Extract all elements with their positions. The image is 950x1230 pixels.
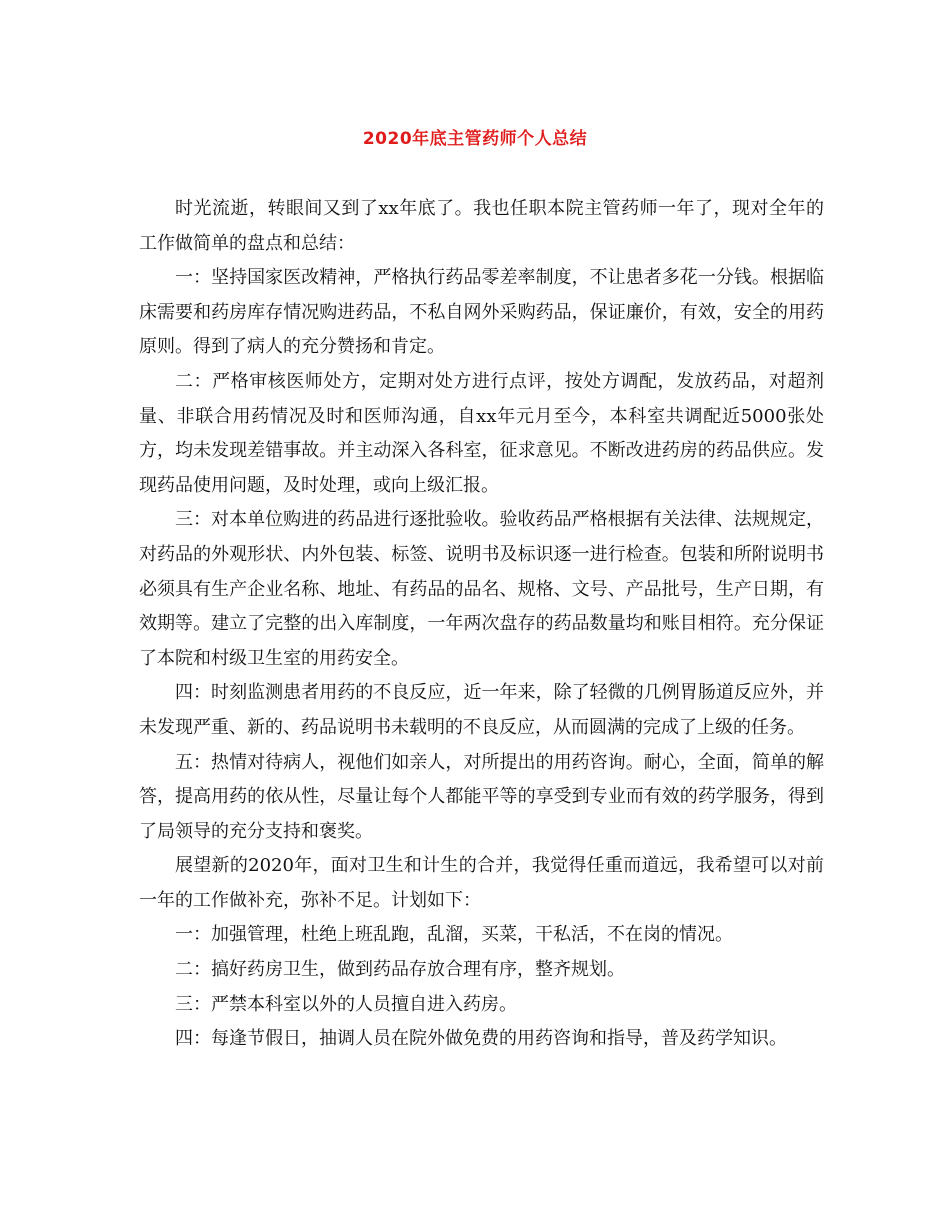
plan-item-2: 二：搞好药房卫生，做到药品存放合理有序，整齐规划。 <box>175 959 625 981</box>
paragraph-item-5: 五：热情对待病人，视他们如亲人，对所提出的用药咨询。耐心，全面，简单的解答，提高用药的依从性，尽量让每个人都能平等的享受到专业而有效的药学服务，得到了局领导的充分支持和褒奖。 <box>139 751 824 842</box>
paragraph-item-1: 一：坚持国家医改精神，严格执行药品零差率制度，不让患者多花一分钱。根据临床需要和药房库存情况购进药品，不私自网外采购药品，保证廉价，有效，安全的用药原则。得到了病人的充分赞扬和肯定。 <box>139 267 824 358</box>
document-body <box>139 192 824 1057</box>
paragraph-outlook: 展望新的2020年，面对卫生和计生的合并，我觉得任重而道远，我希望可以对前一年的工作做补充，弥补不足。计划如下： <box>139 855 824 911</box>
plan-item-4: 四：每逢节假日，抽调人员在院外做免费的用药咨询和指导，普及药学知识。 <box>175 1028 787 1050</box>
plan-item-3: 三：严禁本科室以外的人员擅自进入药房。 <box>175 993 517 1015</box>
paragraph-item-2: 二：严格审核医师处方，定期对处方进行点评，按处方调配，发放药品，对超剂量、非联合用药情况及时和医师沟通，自xx年元月至今，本科室共调配近5000张处方，均未发现差错事故。并主动深入各科室，征求意见。不断改进药房的药品供应。发现药品使用问题，及时处理，或向上级汇报。 <box>139 370 824 496</box>
paragraph-item-3: 三：对本单位购进的药品进行逐批验收。验收药品严格根据有关法律、法规规定，对药品的外观形状、内外包装、标签、说明书及标识逐一进行检查。包装和所附说明书必须具有生产企业名称、地址、有药品的品名、规格、文号、产品批号，生产日期，有效期等。建立了完整的出入库制度，一年两次盘存的药品数量均和账目相符。充分保证了本院和村级卫生室的用药安全。 <box>139 509 824 669</box>
plan-item-1: 一：加强管理，杜绝上班乱跑，乱溜，买菜，干私活，不在岗的情况。 <box>175 924 733 946</box>
paragraph-item-4: 四：时刻监测患者用药的不良反应，近一年来，除了轻微的几例胃肠道反应外，并未发现严重、新的、药品说明书未载明的不良反应，从而圆满的完成了上级的任务。 <box>139 682 824 738</box>
paragraph-intro: 时光流逝，转眼间又到了xx年底了。我也任职本院主管药师一年了，现对全年的工作做简单的盘点和总结： <box>139 198 824 254</box>
document-title: 2020年底主管药师个人总结 <box>362 129 588 149</box>
